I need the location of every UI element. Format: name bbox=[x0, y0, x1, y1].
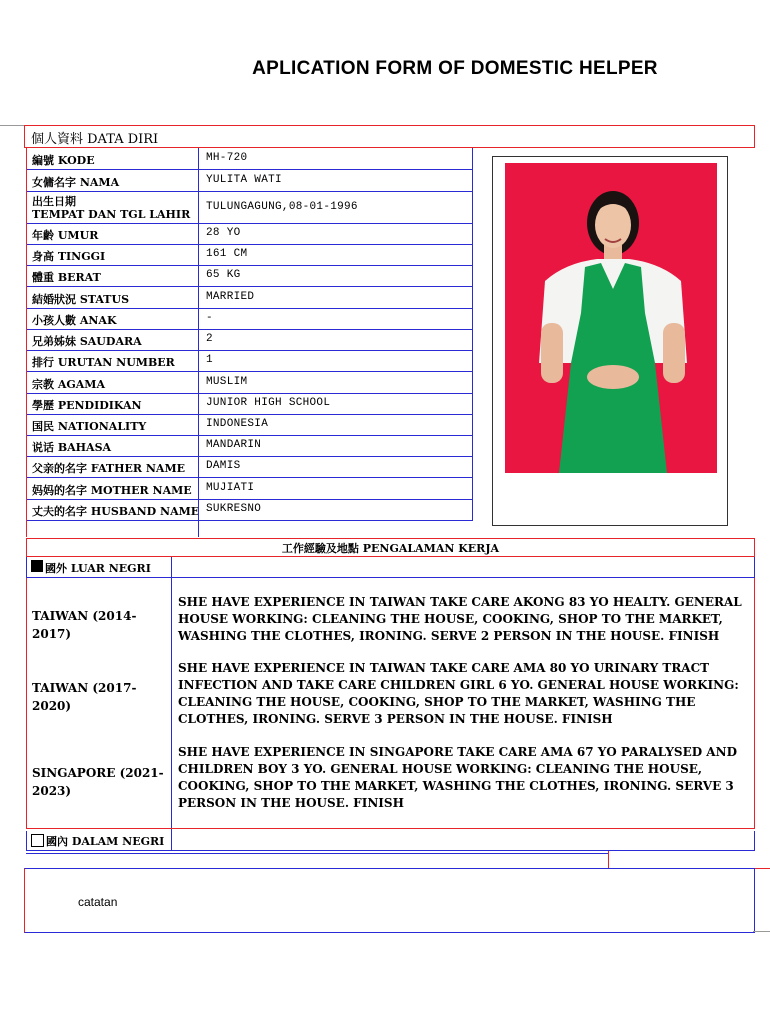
field-value: INDONESIA bbox=[206, 418, 269, 430]
field-value: 2 bbox=[206, 333, 213, 345]
domestic-checkbox[interactable] bbox=[31, 834, 44, 847]
notes-box bbox=[24, 868, 755, 933]
experience-description: SHE HAVE EXPERIENCE IN SINGAPORE TAKE CARE AMA 67 YO PARALYSED AND CHILDREN BOY 3 YO. GENERAL HOUSE WORKING: CLEANING THE HOUSE, COOKING, SHOP TO THE MARKET, WASHING THE CLOTHES, IRONING. SERVE 3 PERSON IN THE HOUSE. FINISH bbox=[178, 745, 737, 810]
field-label: 年齡 UMUR bbox=[32, 229, 99, 242]
field-row bbox=[26, 265, 473, 287]
field-label: 丈夫的名字 HUSBAND NAME bbox=[32, 505, 200, 518]
abroad-row bbox=[26, 557, 755, 578]
personal-section-title: 個人資料 DATA DIRI bbox=[31, 132, 159, 147]
field-row bbox=[26, 287, 473, 309]
field-row bbox=[26, 372, 473, 394]
field-value: 28 YO bbox=[206, 227, 241, 239]
field-row bbox=[26, 191, 473, 224]
experience-section-header bbox=[26, 538, 755, 557]
field-row bbox=[26, 499, 473, 521]
field-value: YULITA WATI bbox=[206, 174, 282, 186]
field-label: 宗教 AGAMA bbox=[32, 378, 106, 391]
field-row bbox=[26, 244, 473, 266]
field-label: 父亲的名字 FATHER NAME bbox=[32, 462, 186, 475]
field-value: 65 KG bbox=[206, 269, 241, 281]
field-label: 妈妈的名字 MOTHER NAME bbox=[32, 484, 192, 497]
field-value: MUJIATI bbox=[206, 482, 255, 494]
experience-place: SINGAPORE (2021-2023) bbox=[32, 766, 164, 798]
field-label: 出生日期 bbox=[32, 195, 76, 208]
personal-section-header bbox=[24, 125, 755, 148]
field-label: 結婚狀況 STATUS bbox=[32, 293, 130, 306]
field-row bbox=[26, 170, 473, 192]
field-value: TULUNGAGUNG,08-01-1996 bbox=[206, 201, 358, 213]
applicant-photo bbox=[505, 163, 717, 473]
field-label: 學歷 PENDIDIKAN bbox=[32, 399, 142, 412]
field-row bbox=[26, 223, 473, 245]
field-row bbox=[26, 414, 473, 436]
field-value: MUSLIM bbox=[206, 376, 248, 388]
field-label: 體重 BERAT bbox=[32, 271, 101, 284]
field-value: - bbox=[206, 312, 213, 324]
field-row bbox=[26, 478, 473, 500]
field-label-line2: TEMPAT DAN TGL LAHIR bbox=[32, 208, 191, 221]
notes-label: catatan bbox=[78, 895, 118, 909]
field-value: 161 CM bbox=[206, 248, 248, 260]
domestic-row bbox=[26, 831, 755, 851]
field-label: 排行 URUTAN NUMBER bbox=[32, 356, 175, 369]
experience-description: SHE HAVE EXPERIENCE IN TAIWAN TAKE CARE AMA 80 YO URINARY TRACT INFECTION AND TAKE CARE CHILDREN GIRL 6 YO. GENERAL HOUSE WORKING: CLEANING THE HOUSE, COOKING, SHOP TO THE MARKET, WASHING THE CLOTHES, IRONING. SERVE 3 PERSON IN THE HOUSE. FINISH bbox=[178, 661, 739, 726]
field-row bbox=[26, 456, 473, 478]
experience-place: TAIWAN (2014-2017) bbox=[32, 609, 137, 641]
experience-description: SHE HAVE EXPERIENCE IN TAIWAN TAKE CARE AKONG 83 YO HEALTY. GENERAL HOUSE WORKING: CLEANING THE HOUSE, COOKING, SHOP TO THE MARKET, WASHING THE CLOTHES, IRONING. SERVE 2 PERSON IN THE HOUSE. FINISH bbox=[178, 595, 742, 643]
field-label: 兄弟姊妹 SAUDARA bbox=[32, 335, 142, 348]
abroad-label: 國外 LUAR NEGRI bbox=[45, 562, 151, 575]
field-row bbox=[26, 308, 473, 330]
field-row bbox=[26, 350, 473, 372]
field-value: MARRIED bbox=[206, 291, 255, 303]
field-row bbox=[26, 329, 473, 351]
field-label: 小孩人數 ANAK bbox=[32, 314, 117, 327]
experience-section-title: 工作經驗及地點 PENGALAMAN KERJA bbox=[281, 542, 500, 555]
field-row bbox=[26, 435, 473, 457]
field-label: 女傭名字 NAMA bbox=[32, 176, 120, 189]
abroad-checkbox[interactable] bbox=[31, 560, 43, 572]
field-label: 国民 NATIONALITY bbox=[32, 420, 147, 433]
experience-place: TAIWAN (2017-2020) bbox=[32, 681, 137, 713]
field-label: 说话 BAHASA bbox=[32, 441, 112, 454]
field-label: 身高 TINGGI bbox=[32, 250, 106, 263]
form-title: APLICATION FORM OF DOMESTIC HELPER bbox=[252, 58, 658, 79]
field-value: 1 bbox=[206, 354, 213, 366]
photo-frame bbox=[492, 156, 728, 526]
field-value: DAMIS bbox=[206, 460, 241, 472]
field-value: MH-720 bbox=[206, 152, 248, 164]
field-value: JUNIOR HIGH SCHOOL bbox=[206, 397, 331, 409]
field-row bbox=[26, 148, 473, 170]
domestic-label: 國內 DALAM NEGRI bbox=[46, 835, 165, 848]
field-label: 編號 KODE bbox=[32, 154, 95, 167]
field-row bbox=[26, 393, 473, 415]
field-value: SUKRESNO bbox=[206, 503, 262, 515]
field-value: MANDARIN bbox=[206, 439, 262, 451]
